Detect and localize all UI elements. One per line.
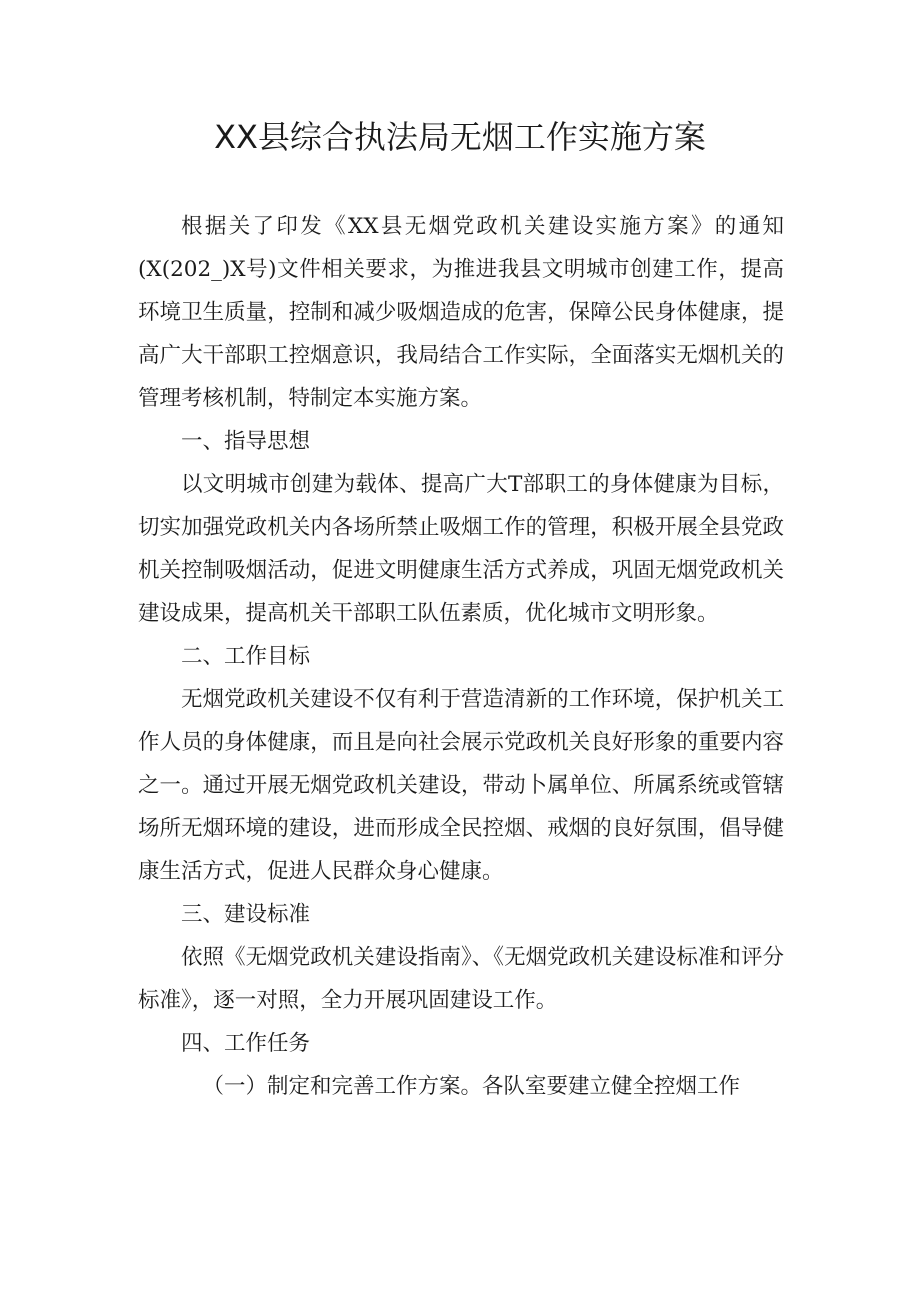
paragraph-work-goals: 无烟党政机关建设不仅有利于营造清新的工作环境，保护机关工作人员的身体健康，而且是向社会展示党政机关良好形象的重要内容之一。通过开展无烟党政机关建设，带动卜属单位、所属系统或管辖场所无烟环境的建设，进而形成全民控烟、戒烟的良好氛围，倡导健康生活方式，促进人民群众身心健康。 xyxy=(138,687,784,884)
section-heading-guiding-ideology: 一、指导思想 xyxy=(181,429,311,454)
document-body xyxy=(138,205,784,1108)
section-heading-work-goals: 二、工作目标 xyxy=(181,644,311,669)
section-heading-standards: 三、建设标准 xyxy=(181,902,311,927)
section-heading-work-tasks: 四、工作任务 xyxy=(181,1031,311,1056)
document-title: XX县综合执法局无烟工作实施方案 xyxy=(214,118,706,156)
paragraph-standards: 依照《无烟党政机关建设指南》、《无烟党政机关建设标准和评分标准》，逐一对照，全力开展巩固建设工作。 xyxy=(138,945,784,1013)
paragraph-guiding-ideology: 以文明城市创建为载体、提高广大T部职工的身体健康为目标，切实加强党政机关内各场所禁止吸烟工作的管理，积极开展全县党政机关控制吸烟活动，促进文明健康生活方式养成，巩固无烟党政机关建设成果，提高机关干部职工队伍素质，优化城市文明形象。 xyxy=(138,472,784,626)
paragraph-intro: 根据关了印发《XX县无烟党政机关建设实施方案》的通知(X(202_)X号)文件相关要求，为推进我县文明城市创建工作，提高环境卫生质量，控制和减少吸烟造成的危害，保障公民身体健康，提高广大干部职工控烟意识，我局结合工作实际，全面落实无烟机关的管理考核机制，特制定本实施方案。 xyxy=(138,214,784,411)
paragraph-task-one: （一）制定和完善工作方案。各队室要建立健全控烟工作 xyxy=(202,1074,741,1099)
